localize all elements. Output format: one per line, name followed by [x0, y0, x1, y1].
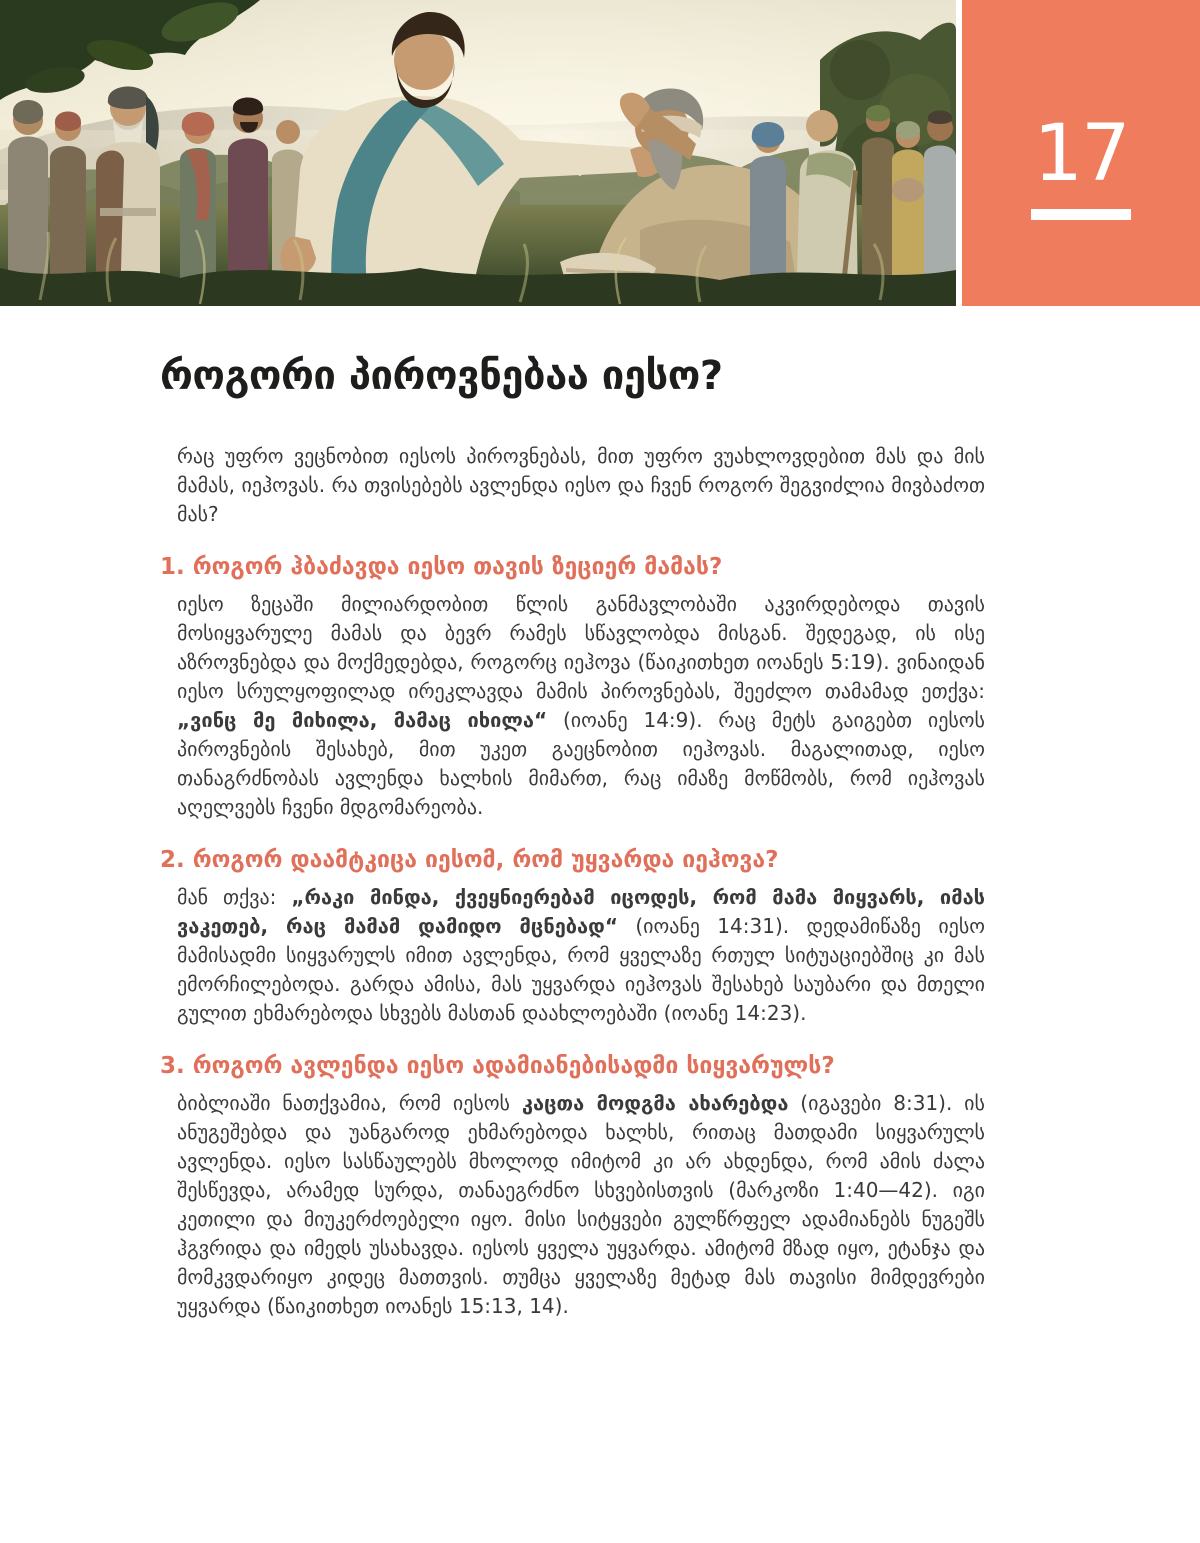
section-paragraph-3 — [177, 1089, 985, 1321]
text-run: მან თქვა: — [177, 885, 292, 909]
section-heading-3: 3. როგორ ავლენდა იესო ადამიანებისადმი სიყვარულს? — [160, 1053, 835, 1079]
hero-photo — [0, 0, 956, 306]
bold-scripture-quote: „ვინც მე მიხილა, მამაც იხილა“ — [177, 708, 548, 732]
bold-scripture-quote: „რაკი მინდა, ქვეყნიერებამ იცოდეს, რომ მამა მიყვარს, იმას ვაკეთებ, რაც მამამ დამიდო მცნებად“ — [177, 885, 986, 938]
section-heading-2: 2. როგორ დაამტკიცა იესომ, რომ უყვარდა იეჰოვა? — [160, 847, 779, 873]
section-heading-1: 1. როგორ ჰბაძავდა იესო თავის ზეციერ მამას? — [160, 554, 723, 580]
chapter-number-block — [962, 0, 1200, 306]
article — [0, 306, 1200, 1321]
chapter-number: 17 — [1033, 108, 1129, 199]
text-run: (იგავები 8:31). ის ანუგეშებდა და უანგაროდ ეხმარებოდა ხალხს, რითაც მათდამი სიყვარულს ავლენდა. იესო სასწაულებს მხოლოდ იმიტომ კი არ ახდენდა, რომ ამის ძალა შესწევდა, არამედ სურდა, თანაეგრძნო სხვებისთვის (მარკოზი 1:40—42). იგი კეთილი და მიუკერძოებელი იყო. მისი სიტყვები გულწრფელ ადამიანებს ნუგეშს ჰგვრიდა და იმედს უსახავდა. იესოს ყველა უყვარდა. ამიტომ მზად იყო, ეტანჯა და მომკვდარიყო კიდეც მათთვის. თუმცა ყველაზე მეტად მას თავისი მიმდევრები უყვარდა (წაიკითხეთ იოანეს 15:13, 14). — [177, 1091, 985, 1318]
section-paragraph-1 — [177, 590, 985, 822]
section-paragraph-2 — [177, 883, 985, 1028]
page-title: როგორი პიროვნებაა იესო? — [160, 353, 723, 399]
bundle — [892, 178, 924, 202]
text-run: იესო ზეცაში მილიარდობით წლის განმავლობაში აკვირდებოდა თავის მოსიყვარულე მამას და ბევრ რამეს სწავლობდა მისგან. შედეგად, ის ისე აზროვნებდა და მოქმედებდა, როგორც იეჰოვა (წაიკითხეთ იოანეს 5:19). ვინაიდან იესო სრულყოფილად ირეკლავდა მამის პიროვნებას, შეეძლო თამამად ეთქვა: — [177, 592, 985, 703]
bold-scripture-phrase: კაცთა მოდგმა ახარებდა — [521, 1091, 789, 1115]
text-run: (იოანე 14:9). რაც მეტს გაიგებთ იესოს პიროვნების შესახებ, მით უკეთ გაეცნობით იეჰოვას. მაგალითად, იესო თანაგრძნობას ავლენდა ხალხის მიმართ, რაც იმაზე მოწმობს, რომ იეჰოვას აღელვებს ჩვენი მდგომარეობა. — [177, 708, 985, 819]
chapter-underline — [1031, 209, 1131, 220]
hero-photo-illustration — [0, 0, 956, 306]
text-run: (იოანე 14:31). დედამიწაზე იესო მამისადმი სიყვარულს იმით ავლენდა, რომ ყველაზე რთულ სიტუაციებშიც კი მას ემორჩილებოდა. გარდა ამისა, მას უყვარდა იეჰოვას შესახებ საუბარი და მთელი გულით ეხმარებოდა სხვებს მასთან დაახლოებაში (იოანე 14:23). — [177, 914, 985, 1025]
intro-paragraph: რაც უფრო ვეცნობით იესოს პიროვნებას, მით უფრო ვუახლოვდებით მას და მის მამას, იეჰოვას. რა თვისებებს ავლენდა იესო და ჩვენ როგორ შეგვიძლია მივბაძოთ მას? — [177, 444, 985, 526]
text-run: ბიბლიაში ნათქვამია, რომ იესოს — [177, 1091, 522, 1115]
